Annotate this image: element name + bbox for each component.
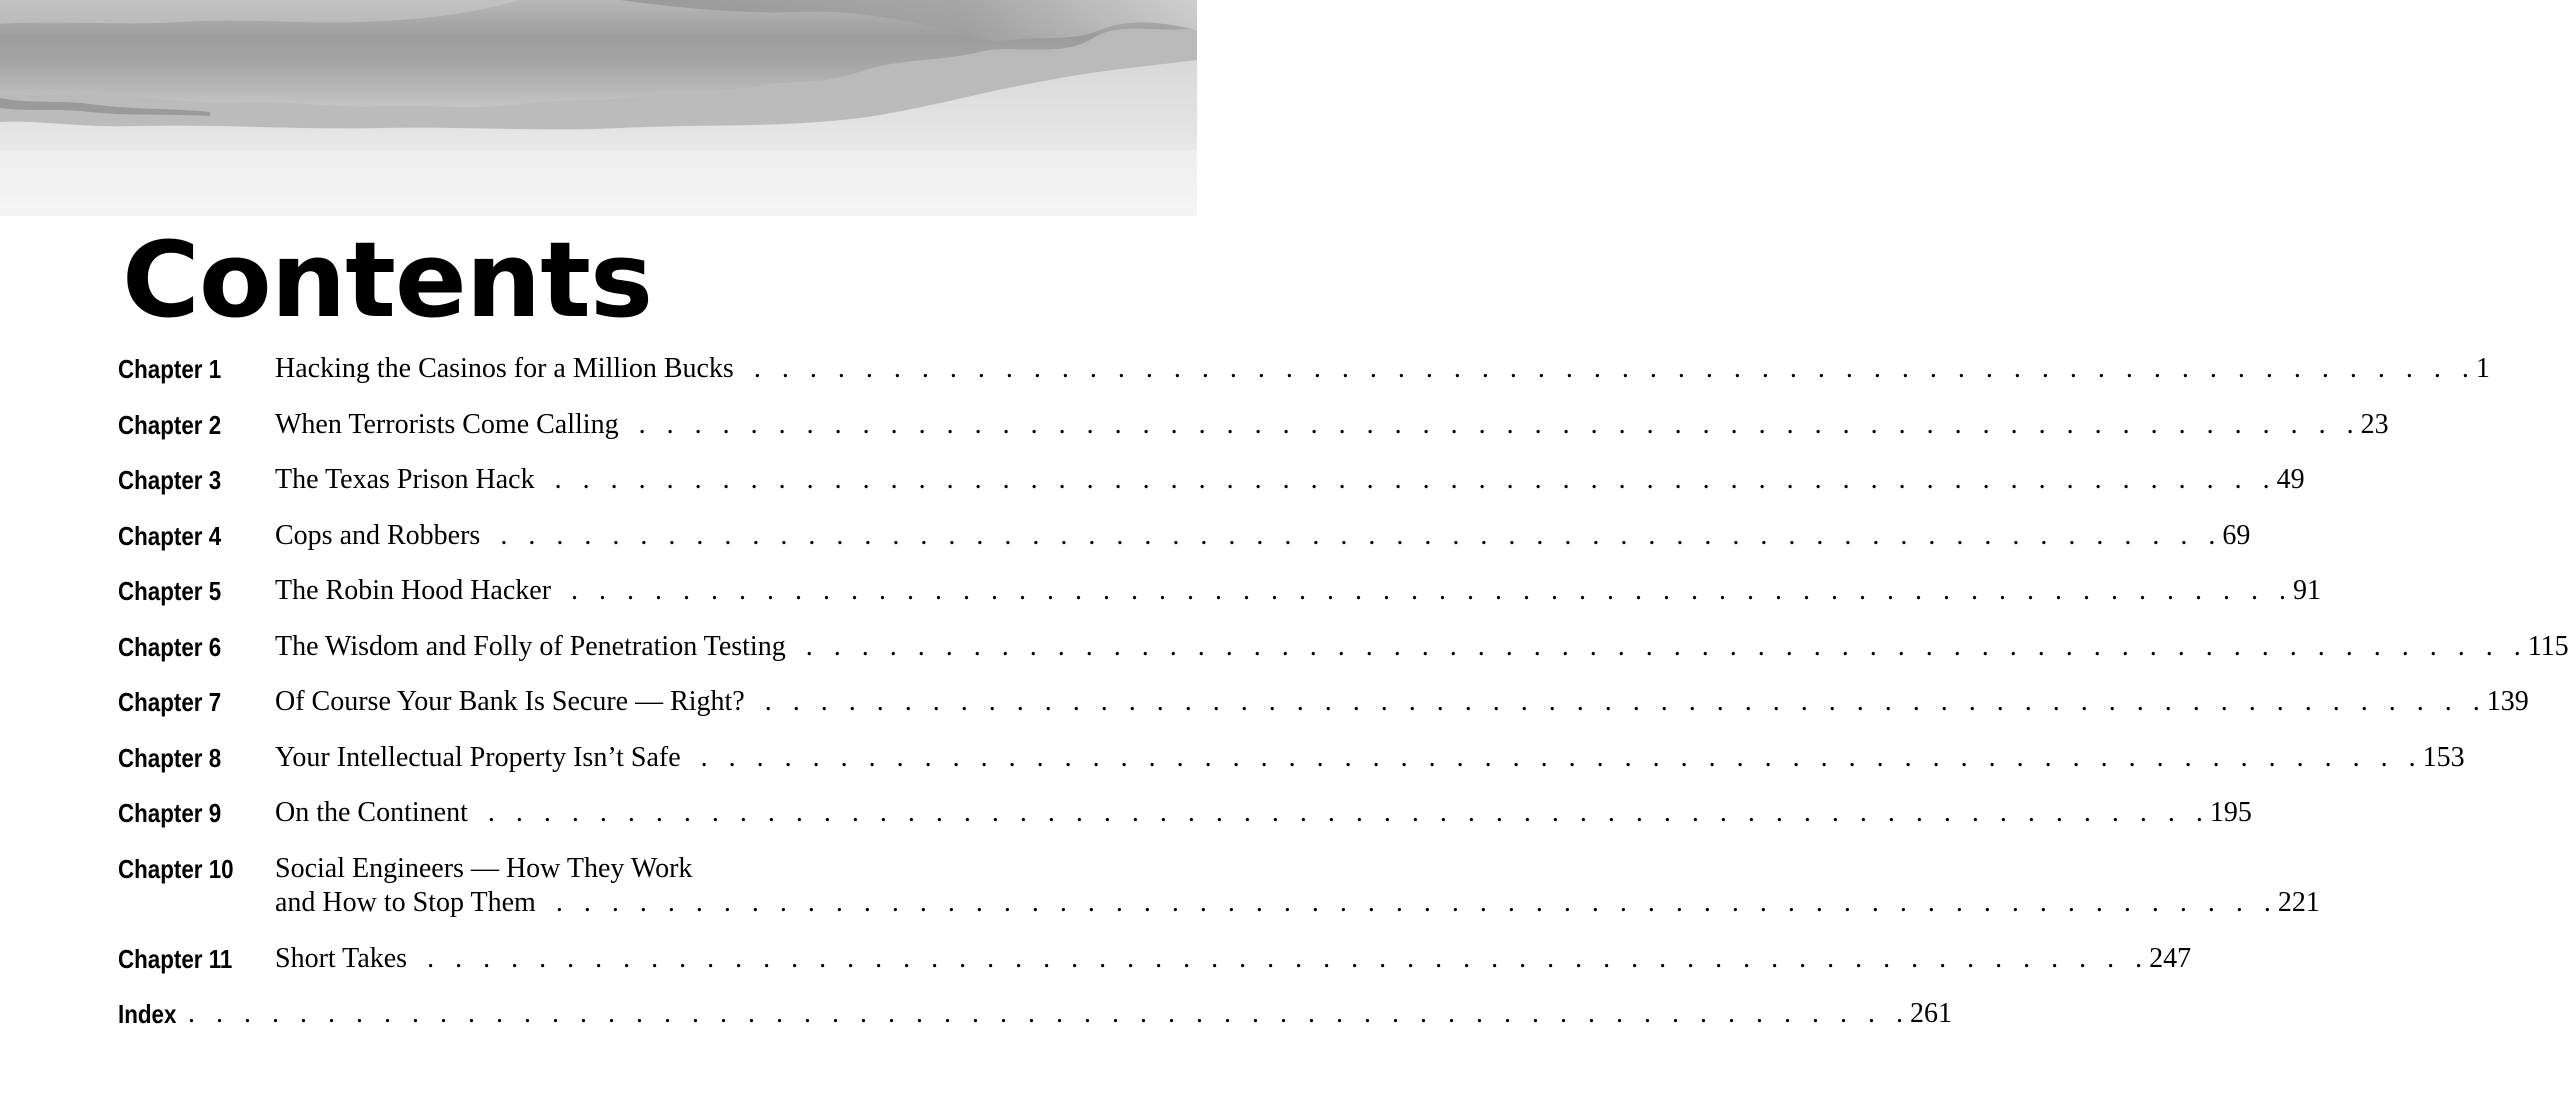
- toc-entry-chapter-5[interactable]: [118, 574, 2322, 630]
- page-number: 195: [2209, 797, 2252, 828]
- chapter-entry: [275, 408, 2389, 442]
- index-entry: [188, 997, 1952, 1031]
- chapter-number-label: Chapter 7: [118, 687, 222, 717]
- chapter-number-label: Chapter 2: [118, 409, 222, 440]
- page-number: 1: [2475, 353, 2490, 384]
- dot-leader: . . . . . . . . . . . . . . . . . . . . . . . . . . . . . . . . . . . . . . . . . . . . . . . . . . . . . . . . . . . . . .: [487, 797, 2210, 828]
- dot-leader: . . . . . . . . . . . . . . . . . . . . . . . . . . . . . . . . . . . . . . . . . . . . . . . . . . . . . . . . . . . . . .: [753, 353, 2476, 384]
- dot-leader: . . . . . . . . . . . . . . . . . . . . . . . . . . . . . . . . . . . . . . . . . . . . . . . . . . . . . . . . . . . . . .: [571, 575, 2294, 606]
- page-number: 153: [2422, 741, 2465, 773]
- dot-leader: . . . . . . . . . . . . . . . . . . . . . . . . . . . . . . . . . . . . . . . . . . . . . . . . . . . . . . . . . . . . . .: [427, 942, 2150, 974]
- toc-entry-chapter-8[interactable]: [118, 741, 2465, 797]
- dot-leader: . . . . . . . . . . . . . . . . . . . . . . . . . . . . . . . . . . . . . . . . . . . . . . . . . . . . . . . . . . . . . .: [554, 464, 2277, 495]
- chapter-entry: [275, 463, 2305, 497]
- chapter-number-label: Chapter 6: [118, 631, 222, 662]
- chapter-title-line-2: and How to Stop Them: [275, 886, 536, 918]
- chapter-number-label: Chapter 11: [118, 943, 233, 974]
- chapter-title-line-1: Social Engineers — How They Work: [275, 852, 693, 884]
- page-number: 139: [2486, 686, 2529, 717]
- dot-leader: . . . . . . . . . . . . . . . . . . . . . . . . . . . . . . . . . . . . . . . . . . . . . . . . . . . . . . . . . . . . . .: [700, 741, 2423, 773]
- dot-leader: . . . . . . . . . . . . . . . . . . . . . . . . . . . . . . . . . . . . . . . . . . . . . . . . . . . . . . . . . . . . . .: [555, 886, 2278, 918]
- chapter-number-label: Chapter 3: [118, 465, 222, 495]
- toc-entry-index[interactable]: [118, 997, 1952, 1053]
- page-number: 261: [1910, 998, 1952, 1029]
- chapter-number-label: Chapter 8: [118, 742, 222, 773]
- dot-leader: . . . . . . . . . . . . . . . . . . . . . . . . . . . . . . . . . . . . . . . . . . . . . . . . . . . . . . . . . . . . . .: [764, 686, 2487, 717]
- chapter-title: The Wisdom and Folly of Penetration Testing: [275, 630, 786, 662]
- chapter-title: Short Takes: [275, 942, 408, 974]
- page-title: Contents: [122, 219, 653, 341]
- chapter-entry: [275, 852, 2320, 920]
- page-number: 69: [2222, 519, 2251, 551]
- toc-entry-chapter-9[interactable]: [118, 796, 2252, 852]
- chapter-title: The Texas Prison Hack: [275, 464, 535, 495]
- index-label: Index: [118, 999, 177, 1029]
- page-number: 115: [2527, 630, 2569, 662]
- chapter-number-label: Chapter 10: [118, 853, 234, 884]
- header-watercolor-band: [0, 0, 1197, 216]
- toc-entry-chapter-2[interactable]: [118, 408, 2389, 464]
- toc-entry-chapter-10[interactable]: [118, 852, 2320, 942]
- page-number: 23: [2360, 408, 2389, 440]
- table-of-contents: [118, 352, 2569, 1053]
- page-number: 49: [2276, 464, 2305, 495]
- chapter-entry: [275, 352, 2490, 386]
- chapter-title: The Robin Hood Hacker: [275, 575, 552, 606]
- toc-entry-chapter-6[interactable]: [118, 630, 2569, 686]
- chapter-title: Your Intellectual Property Isn’t Safe: [275, 741, 681, 773]
- chapter-entry: [275, 685, 2529, 719]
- chapter-entry: [275, 574, 2322, 608]
- chapter-entry: [275, 630, 2569, 664]
- chapter-number-label: Chapter 9: [118, 798, 222, 828]
- chapter-number-label: Chapter 5: [118, 576, 222, 606]
- chapter-title: Cops and Robbers: [275, 519, 481, 551]
- toc-entry-chapter-7[interactable]: [118, 685, 2529, 741]
- dot-leader: . . . . . . . . . . . . . . . . . . . . . . . . . . . . . . . . . . . . . . . . . . . . . . . . . . . . . . . . . . . . . .: [500, 519, 2223, 551]
- chapter-title: Hacking the Casinos for a Million Bucks: [275, 353, 734, 384]
- toc-entry-chapter-1[interactable]: [118, 352, 2490, 408]
- page-number: 221: [2277, 886, 2320, 918]
- toc-entry-chapter-4[interactable]: [118, 519, 2251, 575]
- dot-leader: . . . . . . . . . . . . . . . . . . . . . . . . . . . . . . . . . . . . . . . . . . . . . . . . . . . . . . . . . . . . . .: [188, 998, 1910, 1029]
- chapter-title: Of Course Your Bank Is Secure — Right?: [275, 686, 745, 717]
- chapter-entry: [275, 519, 2251, 553]
- chapter-number-label: Chapter 1: [118, 354, 222, 384]
- chapter-entry: [275, 796, 2252, 830]
- dot-leader: . . . . . . . . . . . . . . . . . . . . . . . . . . . . . . . . . . . . . . . . . . . . . . . . . . . . . . . . . . . . . .: [805, 630, 2528, 662]
- page-number: 91: [2293, 575, 2322, 606]
- dot-leader: . . . . . . . . . . . . . . . . . . . . . . . . . . . . . . . . . . . . . . . . . . . . . . . . . . . . . . . . . . . . . .: [638, 408, 2361, 440]
- toc-entry-chapter-11[interactable]: [118, 942, 2192, 998]
- watercolor-band-illustration: [0, 0, 1197, 216]
- toc-entry-chapter-3[interactable]: [118, 463, 2305, 519]
- chapter-entry: [275, 942, 2192, 976]
- page-number: 247: [2149, 942, 2192, 974]
- chapter-entry: [275, 741, 2465, 775]
- chapter-title: When Terrorists Come Calling: [275, 408, 619, 440]
- chapter-title: On the Continent: [275, 797, 468, 828]
- chapter-number-label: Chapter 4: [118, 520, 222, 551]
